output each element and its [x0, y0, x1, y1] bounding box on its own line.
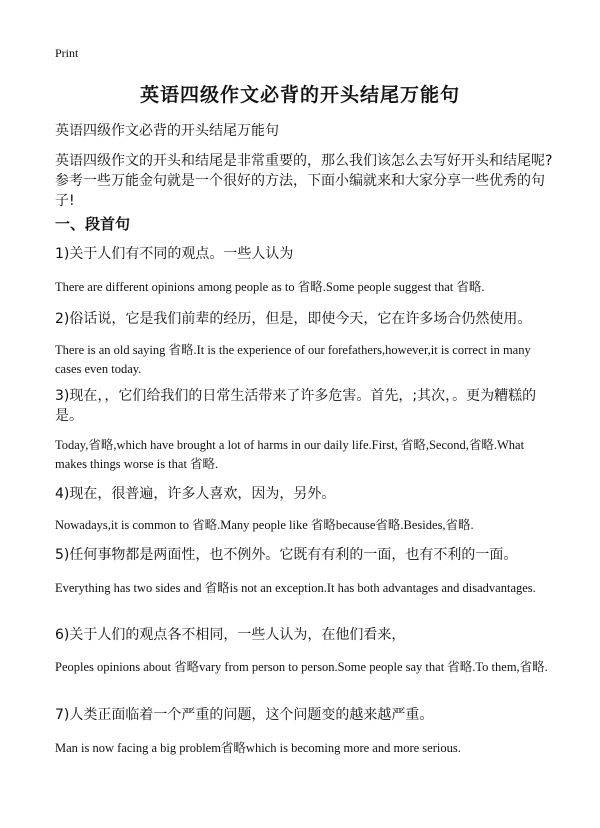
item-7-en: Man is now facing a big problem省略which is becoming more and more serious.: [55, 741, 461, 755]
item-2-cn: 2)俗话说，它是我们前辈的经历，但是，即使今天，它在许多场合仍然使用。: [55, 311, 532, 327]
item-6-cn: 6)关于人们的观点各不相同，一些人认为，在他们看来，: [55, 627, 406, 643]
item-1-en: There are different opinions among people as to 省略.Some people suggest that 省略.: [55, 280, 485, 294]
item-3-cn: 3)现在，，它们给我们的日常生活带来了许多危害。首先，;其次，。更为糟糕的是。: [55, 388, 537, 424]
document-subtitle: 英语四级作文必背的开头结尾万能句: [55, 123, 279, 139]
section-heading: 一、段首句: [55, 215, 131, 233]
item-4-en: Nowadays,it is common to 省略.Many people like 省略because省略.Besides,省略.: [55, 518, 474, 532]
item-1-cn: 1)关于人们有不同的观点。一些人认为: [55, 246, 294, 262]
item-6-en: Peoples opinions about 省略vary from person to person.Some people say that 省略.To them,省略.: [55, 660, 548, 674]
item-5-cn: 5)任何事物都是两面性，也不例外。它既有有利的一面，也有不利的一面。: [55, 547, 518, 563]
item-5-en: Everything has two sides and 省略is not an exception.It has both advantages and disadvantages.: [55, 581, 536, 595]
document-title: 英语四级作文必背的开头结尾万能句: [139, 84, 460, 106]
item-4-cn: 4)现在，很普遍，许多人喜欢，因为，另外。: [55, 486, 336, 502]
print-label: Print: [55, 46, 79, 60]
intro-paragraph: 英语四级作文的开头和结尾是非常重要的，那么我们该怎么去写好开头和结尾呢?参考一些万能金句就是一个很好的方法，下面小编就来和大家分享一些优秀的句子!: [55, 153, 553, 209]
item-7-cn: 7)人类正面临着一个严重的问题，这个问题变的越来越严重。: [55, 707, 434, 723]
item-2-en: There is an old saying 省略.It is the experience of our forefathers,however,it is correct in many cases even today.: [55, 343, 531, 376]
item-3-en: Today,省略,which have brought a lot of harms in our daily life.First, 省略,Second,省略.What makes things worse is that 省略.: [55, 438, 525, 471]
